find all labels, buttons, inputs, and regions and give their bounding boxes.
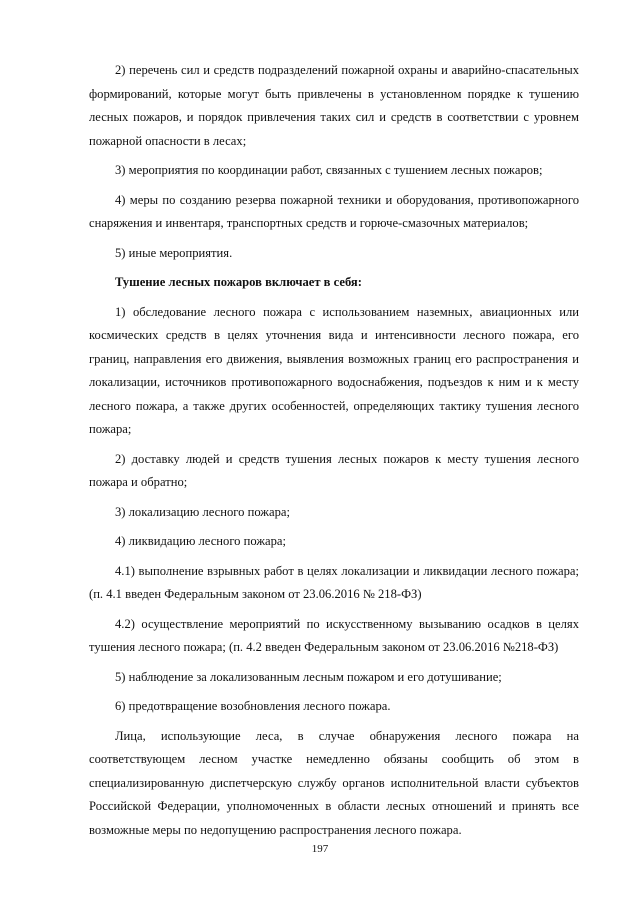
- paragraph-fire-forces-list: 2) перечень сил и средств подразделений пожарной охраны и аварийно-спасательных формирований, которые могут быть привлечены в установленном порядке к тушению лесных пожаров, и порядок привлечения таких сил и средств в соответствии с уровнем пожарной опасности в лесах;: [89, 63, 579, 148]
- paragraph-equipment-reserve: 4) меры по созданию резерва пожарной техники и оборудования, противопожарного снаряжения и инвентаря, транспортных средств и горюче-смазочных материалов;: [89, 192, 579, 230]
- paragraph-other-measures: 5) иные мероприятия.: [115, 245, 233, 260]
- paragraph-liquidation: 4) ликвидацию лесного пожара;: [115, 534, 287, 548]
- section-heading: Тушение лесных пожаров включает в себя:: [115, 275, 362, 289]
- paragraph-artificial-precipitation: 4.2) осуществление мероприятий по искусственному вызыванию осадков в целях тушения лесного пожара; (п. 4.2 введен Федеральным законом от 23.06.2016 №218-ФЗ): [89, 616, 579, 654]
- paragraph-localization: 3) локализацию лесного пожара;: [115, 504, 290, 519]
- paragraph-blasting: 4.1) выполнение взрывных работ в целях локализации и ликвидации лесного пожара; (п. 4.1 введен Федеральным законом от 23.06.2016 № 218-ФЗ): [89, 563, 579, 601]
- document-body: [89, 59, 579, 848]
- paragraph-prevention: 6) предотвращение возобновления лесного пожара.: [115, 699, 391, 713]
- paragraph-forest-users-duty: Лица, использующие леса, в случае обнаружения лесного пожара на соответствующем лесном участке немедленно обязаны сообщить об этом в специализированную диспетчерскую службу органов исполнительной власти субъектов Российской Федерации, уполномоченных в области лесных отношений и принять все возможные меры по недопущению распространения лесного пожара.: [89, 728, 579, 837]
- paragraph-fire-survey: 1) обследование лесного пожара с использованием наземных, авиационных или космических средств в целях уточнения вида и интенсивности лесного пожара, его границ, направления его движения, выявления возможных границ его распространения и локализации, источников противопожарного водоснабжения, подъездов к ним и к месту лесного пожара, а также других особенностей, определяющих тактику тушения лесного пожара;: [89, 304, 579, 436]
- paragraph-coordination-measures: 3) мероприятия по координации работ, связанных с тушением лесных пожаров;: [115, 163, 543, 177]
- paragraph-observation: 5) наблюдение за локализованным лесным пожаром и его дотушивание;: [115, 669, 502, 684]
- page-number: 197: [311, 843, 329, 855]
- paragraph-delivery: 2) доставку людей и средств тушения лесных пожаров к месту тушения лесного пожара и обратно;: [89, 451, 579, 489]
